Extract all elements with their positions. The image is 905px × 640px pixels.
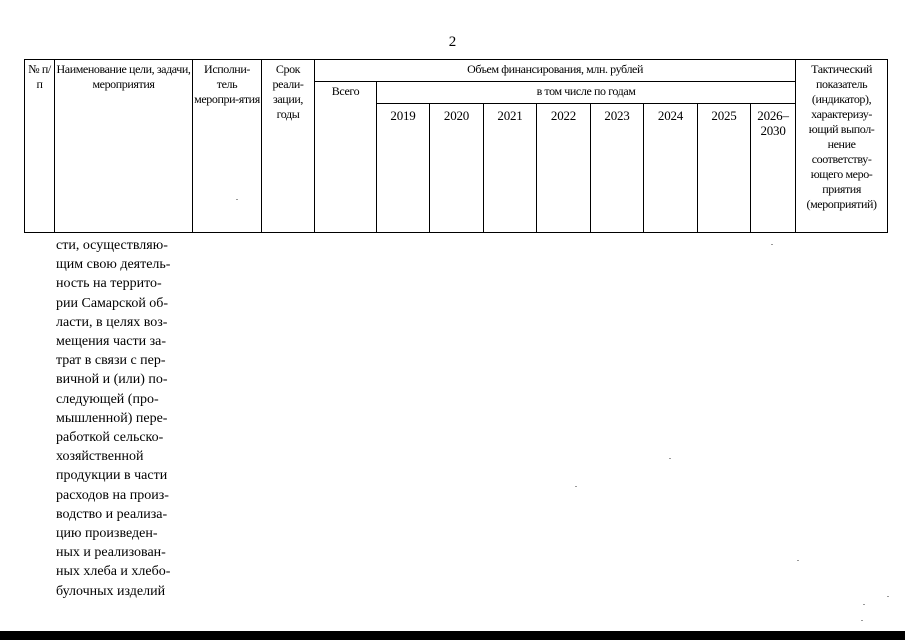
scan-speck [797, 560, 799, 561]
continuation-line: хозяйственной [56, 449, 144, 465]
header-by-years: в том числе по годам [377, 82, 796, 104]
continuation-line: водство и реализа- [56, 506, 168, 522]
continuation-line: мышленной) пере- [56, 410, 168, 426]
header-term: Срок реали-зации, годы [262, 60, 315, 233]
scan-speck [669, 458, 671, 459]
year-2024: 2024 [644, 104, 698, 233]
continuation-line: ласти, в целях воз- [56, 314, 168, 330]
continuation-line: трат в связи с пер- [56, 353, 166, 369]
scan-speck [887, 596, 889, 597]
page-number: 2 [448, 34, 457, 50]
continuation-line: мещения части за- [56, 334, 166, 350]
continuation-line: щим свою деятель- [56, 257, 171, 273]
year-2020: 2020 [430, 104, 484, 233]
header-number: № п/п [25, 60, 55, 233]
measure-name-continuation [56, 236, 189, 601]
continuation-line: ных и реализован- [56, 545, 166, 561]
continuation-line: сти, осуществляю- [56, 238, 168, 253]
year-2019: 2019 [377, 104, 430, 233]
continuation-line: ных хлеба и хлебо- [56, 564, 171, 580]
scan-speck [236, 199, 238, 200]
year-2025: 2025 [698, 104, 751, 233]
continuation-line: работкой сельско- [56, 430, 164, 446]
header-total: Всего [315, 82, 377, 233]
scan-speck [863, 604, 865, 605]
year-2021: 2021 [484, 104, 537, 233]
continuation-line: продукции в части [56, 468, 168, 484]
continuation-line: ность на террито- [56, 276, 162, 292]
continuation-line: рии Самарской об- [56, 295, 169, 311]
header-name: Наименование цели, задачи, мероприятия [55, 60, 193, 233]
year-2022: 2022 [537, 104, 591, 233]
scan-speck [861, 620, 863, 621]
year-2026-2030: 2026–2030 [751, 104, 796, 233]
continuation-line: булочных изделий [56, 583, 166, 599]
header-funding: Объем финансирования, млн. рублей [315, 60, 796, 82]
scan-speck [771, 244, 773, 245]
header-indicator: Тактический показатель (индикатор), характеризу-ющий выпол-нение соответству-ющего меро-приятия (мероприятий) [796, 60, 888, 233]
continuation-line: вичной и (или) по- [56, 372, 168, 388]
continuation-line: цию произведен- [56, 526, 158, 542]
financing-table [24, 59, 888, 233]
scan-speck [575, 486, 577, 487]
header-executor: Исполни-тель меропри-ятия [193, 60, 262, 233]
scan-edge-bar [0, 631, 905, 640]
continuation-line: расходов на произ- [56, 487, 169, 503]
year-2023: 2023 [591, 104, 644, 233]
continuation-line: следующей (про- [56, 391, 159, 407]
